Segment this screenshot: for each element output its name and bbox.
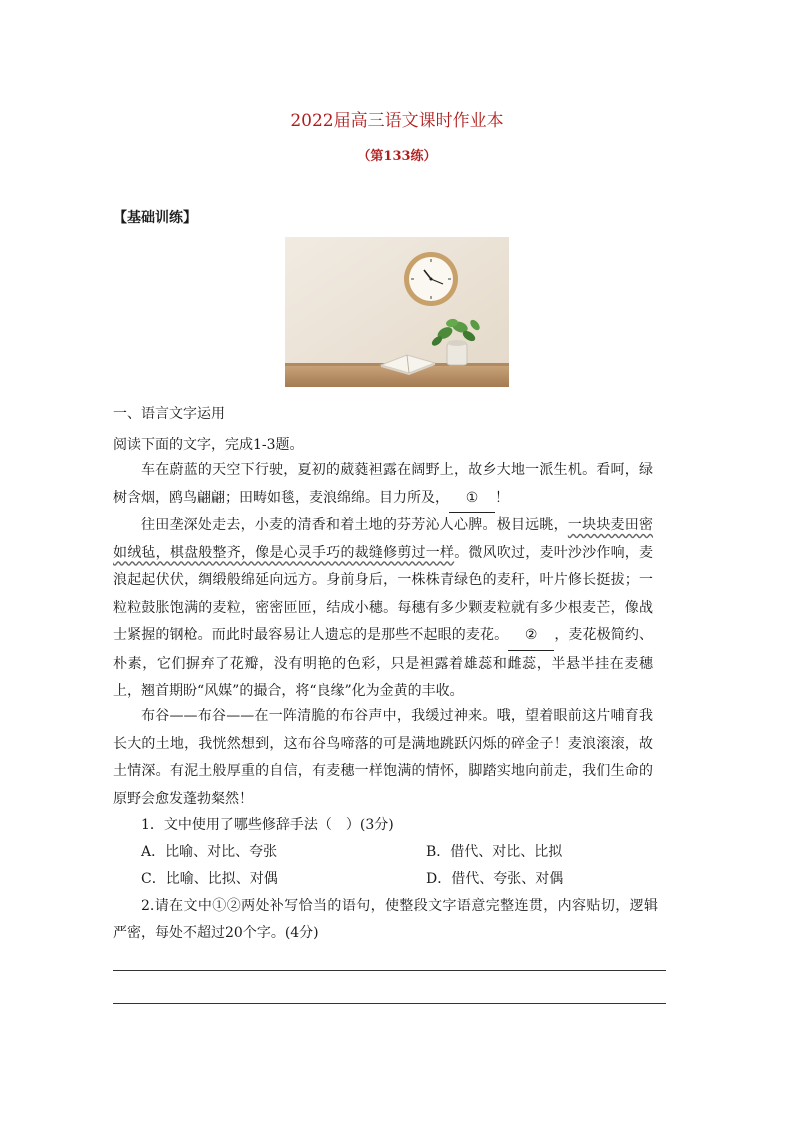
clock-plant-book-photo [285,237,509,387]
document-title: 2022届高三语文课时作业本 [290,111,504,131]
passage-text: 往田垄深处走去，小麦的清香和着土地的芬芳沁人心脾。极目远眺， [141,517,568,533]
question-1: 1．文中使用了哪些修辞手法（ ）(3分) [141,817,394,833]
blank-1: ① [449,485,495,514]
answer-line [113,1003,666,1004]
passage-text: ，麦花极简约、朴素，它们摒弃了花瓣，没有明艳的色彩，只是袒露着雄蕊和雌蕊，半悬半挂在麦穗上，翘首期盼“风媒”的撮合，将“良缘”化为金黄的丰收。 [113,627,654,699]
wavy-underlined-sentence: 一块块麦田密如绒毡，棋盘般整齐，像是心灵手巧的裁缝修剪过一样 [113,517,654,561]
document-subtitle: （第133练） [357,149,437,164]
passage-text: ！ [495,489,509,506]
question-1-option-c: C．比喻、比拟、对偶 [141,871,278,887]
question-1-option-d: D．借代、夸张、对偶 [426,871,564,887]
passage-paragraph-3: 布谷——布谷——在一阵清脆的布谷声中，我缓过神来。哦，望着眼前这片哺育我长大的土地，我恍然想到，这布谷鸟啼落的可是满地跳跃闪烁的碎金子！麦浪滚滚，故土情深。有泥土般厚重的自信，有麦穗一样饱满的情怀，脚踏实地向前走，我们生命的原野会愈发蓬勃粲然！ [113,708,653,807]
clock-icon [404,252,458,306]
question-2: 2.请在文中①②两处补写恰当的语句，使整段文字语意完整连贯，内容贴切，逻辑严密，每处不超过20个字。(4分) [113,898,658,941]
section-tag-basic-training: 【基础训练】 [113,210,197,226]
part1-instruction: 阅读下面的文字，完成1-3题。 [113,437,304,453]
passage-text: 车在蔚蓝的天空下行驶，夏初的葳蕤袒露在阔野上，故乡大地一派生机。看呵，绿树含烟，鸥鸟翩翩；田畴如毯，麦浪绵绵。目力所及， [113,462,653,506]
passage-paragraph-2 [113,512,653,706]
answer-line [113,970,666,971]
question-1-option-b: B．借代、对比、比拟 [426,844,563,860]
passage-text: 。微风吹过，麦叶沙沙作响，麦浪起起伏伏，绸缎般绵延向远方。身前身后，一株株青绿色的麦秆，叶片修长挺拔；一粒粒鼓胀饱满的麦粒，密密匝匝，结成小穗。每穗有多少颗麦粒就有多少根麦芒，像战士紧握的钢枪。而此时最容易让人遗忘的是那些不起眼的麦花。 [113,544,653,643]
passage-paragraph-1 [113,457,653,513]
blank-2: ② [508,622,554,651]
question-1-option-a: A．比喻、对比、夸张 [141,844,278,860]
part1-heading: 一、语言文字运用 [113,406,225,422]
